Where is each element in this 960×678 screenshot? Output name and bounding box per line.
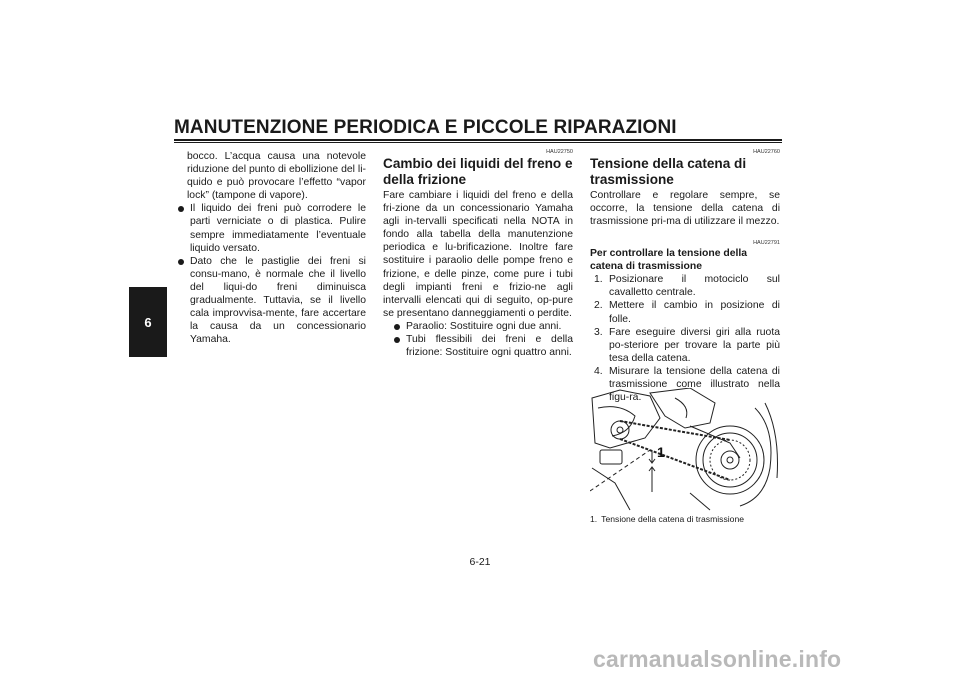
section-code: HAU22750 xyxy=(546,149,573,155)
chain-illustration xyxy=(590,388,780,511)
title-rule-thin xyxy=(174,142,782,143)
chapter-tab xyxy=(129,287,167,357)
step-number: 2. xyxy=(594,300,603,312)
bullet-text: Paraolio: Sostituire ogni due anni. xyxy=(406,320,562,332)
col1-bullet-1 xyxy=(176,202,366,254)
section-body: Fare cambiare i liquidi del freno e della fri-zione da un concessionario Yamaha agli in-tervalli specificati nella NOTA in fondo alla tabella della manutenzione periodica e lu-brificazione. Inoltre fare sostituire i paraolio delle pompe freno e frizione, e delle pinze, come pure i tubi degli impianti freni e frizio-ne agli intervalli elencati qui di seguito, op-pure se presentano danneggiamenti o perdite. xyxy=(383,190,573,319)
figure-callout: 1 xyxy=(657,444,665,460)
step-text: Fare eseguire diversi giri alla ruota po-steriore per trovare la parte più tesa della catena. xyxy=(609,326,780,364)
step-item xyxy=(590,299,780,325)
section-body: Controllare e regolare sempre, se occorre, la tensione della catena di trasmissione pri-ma di utilizzare il mezzo. xyxy=(590,190,780,228)
col1-bullet-2 xyxy=(176,255,366,347)
step-number: 3. xyxy=(594,326,603,338)
step-text: Mettere il cambio in posizione di folle. xyxy=(609,300,780,325)
section-code: HAU22760 xyxy=(753,149,780,155)
section-heading: Cambio dei liquidi del freno e della frizione xyxy=(383,156,573,187)
col2-bullet-2 xyxy=(392,333,573,359)
caption-text: Tensione della catena di trasmissione xyxy=(601,514,745,524)
bullet-dot-icon xyxy=(178,259,184,265)
bullet-text: Dato che le pastiglie dei freni si consu-mano, è normale che il livello del liqui-do freni diminuisca gradualmente. Tuttavia, se il livello cala improvvisa-mente, fare accertare la causa da un concessionario Yamaha. xyxy=(190,255,366,346)
subsection-heading: Per controllare la tensione della catena di trasmissione xyxy=(590,248,748,273)
watermark-text: carmanualsonline.info xyxy=(593,646,842,672)
step-text: Posizionare il motociclo sul cavalletto centrale. xyxy=(609,274,780,299)
column-1 xyxy=(176,150,366,346)
bullet-text: Il liquido dei freni può corrodere le parti verniciate o di plastica. Pulire sempre immediatamente l’eventuale liquido versato. xyxy=(190,203,366,254)
chapter-tab-label: 6 xyxy=(144,315,152,330)
figure-caption xyxy=(590,514,744,524)
page-number: 6-21 xyxy=(469,556,491,568)
step-number: 1. xyxy=(594,274,603,286)
column-2 xyxy=(383,148,573,359)
step-item xyxy=(590,273,780,299)
bullet-dot-icon xyxy=(178,206,184,212)
bullet-dot-icon xyxy=(394,324,400,330)
bullet-text: Tubi flessibili dei freni e della frizione: Sostituire ogni quattro anni. xyxy=(406,334,573,359)
col2-bullet-1 xyxy=(392,320,573,333)
subsection-code: HAU22791 xyxy=(753,240,780,247)
col1-continued-text: bocco. L’acqua causa una notevole riduzione del punto di ebollizione del li-quido e può provocare l’effetto “vapor lock” (tampone di vapore). xyxy=(187,151,366,202)
step-item xyxy=(590,326,780,365)
step-text: Misurare la tensione della catena di trasmissione come illustrato nella figu-ra. xyxy=(609,365,780,404)
step-number: 4. xyxy=(594,365,603,377)
section-heading: Tensione della catena di trasmissione xyxy=(590,156,747,187)
page-title: MANUTENZIONE PERIODICA E PICCOLE RIPARAZIONI xyxy=(174,117,677,138)
bullet-dot-icon xyxy=(394,337,400,343)
steps-list xyxy=(590,273,780,404)
title-rule xyxy=(174,139,782,141)
caption-number: 1. xyxy=(590,514,598,524)
chain-drawing-icon xyxy=(590,388,780,511)
column-3 xyxy=(590,148,780,404)
